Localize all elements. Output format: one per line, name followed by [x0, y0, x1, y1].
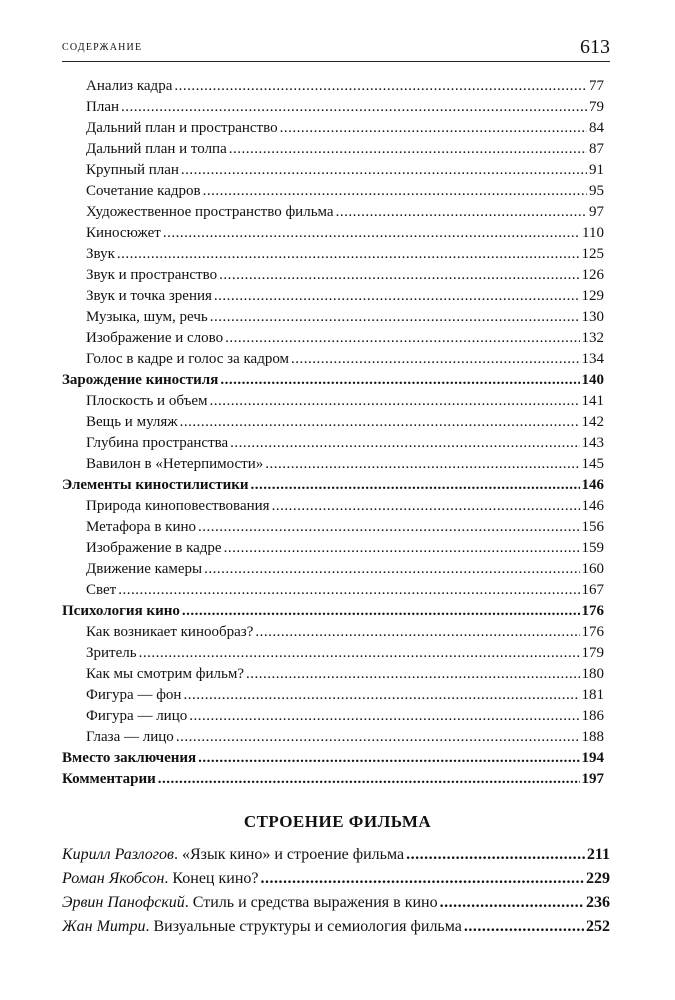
entry-label: Природа киноповествования [86, 498, 270, 514]
toc-article [62, 917, 610, 937]
page-number: 613 [580, 36, 610, 58]
chapter-page: 146 [581, 477, 604, 493]
article-title: . «Язык кино» и строение фильма [173, 846, 405, 863]
article-author: Кирилл Разлогов [62, 846, 174, 863]
toc-article [62, 869, 610, 889]
leader-dots [158, 769, 580, 789]
leader-dots [163, 223, 580, 243]
toc-article [62, 845, 610, 865]
entry-label: Как возникает кинообраз? [86, 624, 254, 640]
chapter-label: Вместо заключения [62, 750, 197, 766]
entry-page: 159 [581, 540, 604, 556]
leader-dots [225, 328, 579, 348]
leader-dots [176, 727, 580, 747]
toc-entry [86, 727, 604, 747]
chapter-page: 176 [581, 603, 604, 619]
leader-dots [246, 664, 579, 684]
running-title: содержание [62, 39, 143, 54]
toc-entry [86, 622, 604, 642]
entry-label: Глубина пространства [86, 435, 229, 451]
article-title: . Визуальные структуры и семиология фильма [145, 918, 462, 935]
entry-page: 186 [581, 708, 604, 724]
entry-label: Сочетание кадров [86, 183, 201, 199]
article-title: . Стиль и средства выражения в кино [184, 894, 438, 911]
toc-entry [86, 202, 604, 222]
entry-page: 95 [589, 183, 604, 199]
entry-page: 156 [581, 519, 604, 535]
toc-entry [86, 181, 604, 201]
toc-entry [86, 97, 604, 117]
toc-entry [86, 664, 604, 684]
toc-entry [86, 76, 604, 96]
entry-label: Художественное пространство фильма [86, 204, 334, 220]
leader-dots [210, 391, 580, 411]
entry-label: Вещь и муляж [86, 414, 178, 430]
leader-dots [220, 370, 579, 390]
entry-label: Дальний план и пространство [86, 120, 278, 136]
leader-dots [464, 917, 584, 937]
leader-dots [440, 893, 584, 913]
entry-label: Анализ кадра [86, 78, 173, 94]
entry-label: Плоскость и объем [86, 393, 208, 409]
entry-label: Зритель [86, 645, 137, 661]
entry-page: 126 [581, 267, 604, 283]
toc-chapter [62, 475, 604, 495]
leader-dots [261, 869, 585, 889]
toc-chapter [62, 601, 604, 621]
toc-entry [86, 160, 604, 180]
entry-page: 129 [581, 288, 604, 304]
entry-label: Крупный план [86, 162, 179, 178]
entry-page: 77 [589, 78, 604, 94]
entry-page: 179 [581, 645, 604, 661]
toc-entry [86, 433, 604, 453]
entry-label: Киносюжет [86, 225, 161, 241]
toc-entry [86, 517, 604, 537]
leader-dots [291, 349, 579, 369]
article-page: 211 [586, 846, 610, 863]
entry-page: 125 [581, 246, 604, 262]
running-header [62, 36, 610, 60]
entry-page: 143 [581, 435, 604, 451]
chapter-label: Элементы киностилистики [62, 477, 249, 493]
leader-dots [229, 139, 587, 159]
leader-dots [255, 622, 579, 642]
leader-dots [118, 580, 579, 600]
section-title: СТРОЕНИЕ ФИЛЬМА [243, 812, 432, 831]
leader-dots [183, 685, 579, 705]
leader-dots [181, 160, 587, 180]
leader-dots [121, 97, 587, 117]
toc-entry [86, 412, 604, 432]
article-page: 229 [586, 870, 610, 887]
toc-entry [86, 244, 604, 264]
toc-entry [86, 496, 604, 516]
entry-label: Звук и пространство [86, 267, 218, 283]
entry-page: 97 [589, 204, 604, 220]
chapter-page: 194 [581, 750, 604, 766]
leader-dots [204, 559, 579, 579]
toc-entry [86, 265, 604, 285]
toc-entry [86, 223, 604, 243]
entry-page: 141 [581, 393, 604, 409]
header-rule [62, 61, 610, 62]
toc-entry [86, 328, 604, 348]
leader-dots [198, 517, 580, 537]
toc-entry [86, 118, 604, 138]
entry-label: Свет [86, 582, 117, 598]
leader-dots [280, 118, 587, 138]
leader-dots [265, 454, 579, 474]
entry-page: 84 [589, 120, 604, 136]
entry-page: 145 [581, 456, 604, 472]
entry-page: 181 [581, 687, 604, 703]
entry-label: Глаза — лицо [86, 729, 174, 745]
leader-dots [189, 706, 579, 726]
entry-label: Движение камеры [86, 561, 203, 577]
chapter-page: 140 [581, 372, 604, 388]
entry-page: 91 [589, 162, 604, 178]
entry-page: 132 [581, 330, 604, 346]
toc-entry [86, 685, 604, 705]
entry-page: 79 [589, 99, 604, 115]
toc-chapter [62, 748, 604, 768]
toc-entry [86, 454, 604, 474]
entry-page: 188 [581, 729, 604, 745]
entry-page: 146 [581, 498, 604, 514]
toc-entry [86, 706, 604, 726]
leader-dots [180, 412, 580, 432]
article-title: . Конец кино? [164, 870, 259, 887]
entry-label: Изображение и слово [86, 330, 224, 346]
entry-page: 130 [581, 309, 604, 325]
leader-dots [139, 643, 580, 663]
entry-label: План [86, 99, 120, 115]
toc-article [62, 893, 610, 913]
entry-label: Звук и точка зрения [86, 288, 212, 304]
toc-entry [86, 139, 604, 159]
chapter-label: Комментарии [62, 771, 156, 787]
leader-dots [251, 475, 580, 495]
entry-label: Фигура — фон [86, 687, 182, 703]
leader-dots [198, 748, 579, 768]
leader-dots [203, 181, 587, 201]
article-author: Жан Митри [62, 918, 146, 935]
entry-page: 87 [589, 141, 604, 157]
toc-entry [86, 286, 604, 306]
leader-dots [182, 601, 580, 621]
toc-entry [86, 580, 604, 600]
toc-entry [86, 391, 604, 411]
entry-page: 180 [581, 666, 604, 682]
toc-entry [86, 559, 604, 579]
toc-entry [86, 643, 604, 663]
entry-label: Вавилон в «Нетерпимости» [86, 456, 264, 472]
toc-entry [86, 538, 604, 558]
article-page: 236 [586, 894, 610, 911]
chapter-label: Психология кино [62, 603, 180, 619]
leader-dots [174, 76, 587, 96]
toc-entry [86, 349, 604, 369]
entry-page: 160 [581, 561, 604, 577]
leader-dots [117, 244, 580, 264]
entry-label: Как мы смотрим фильм? [86, 666, 245, 682]
entry-label: Фигура — лицо [86, 708, 188, 724]
leader-dots [219, 265, 579, 285]
leader-dots [230, 433, 579, 453]
entry-label: Музыка, шум, речь [86, 309, 208, 325]
leader-dots [272, 496, 580, 516]
leader-dots [224, 538, 580, 558]
entry-label: Голос в кадре и голос за кадром [86, 351, 290, 367]
entry-page: 167 [581, 582, 604, 598]
entry-page: 142 [581, 414, 604, 430]
article-author: Роман Якобсон [62, 870, 165, 887]
entry-page: 134 [581, 351, 604, 367]
leader-dots [406, 845, 585, 865]
chapter-page: 197 [581, 771, 604, 787]
toc-entry [86, 307, 604, 327]
article-author: Эрвин Панофский [62, 894, 185, 911]
entry-label: Метафора в кино [86, 519, 196, 535]
toc-chapter [62, 370, 604, 390]
entry-label: Звук [86, 246, 115, 262]
entry-label: Изображение в кадре [86, 540, 222, 556]
article-page: 252 [586, 918, 610, 935]
leader-dots [214, 286, 580, 306]
leader-dots [336, 202, 587, 222]
entry-label: Дальний план и толпа [86, 141, 227, 157]
chapter-label: Зарождение киностиля [62, 372, 219, 388]
toc-chapter [62, 769, 604, 789]
entry-page: 110 [582, 225, 604, 241]
entry-page: 176 [581, 624, 604, 640]
leader-dots [210, 307, 580, 327]
